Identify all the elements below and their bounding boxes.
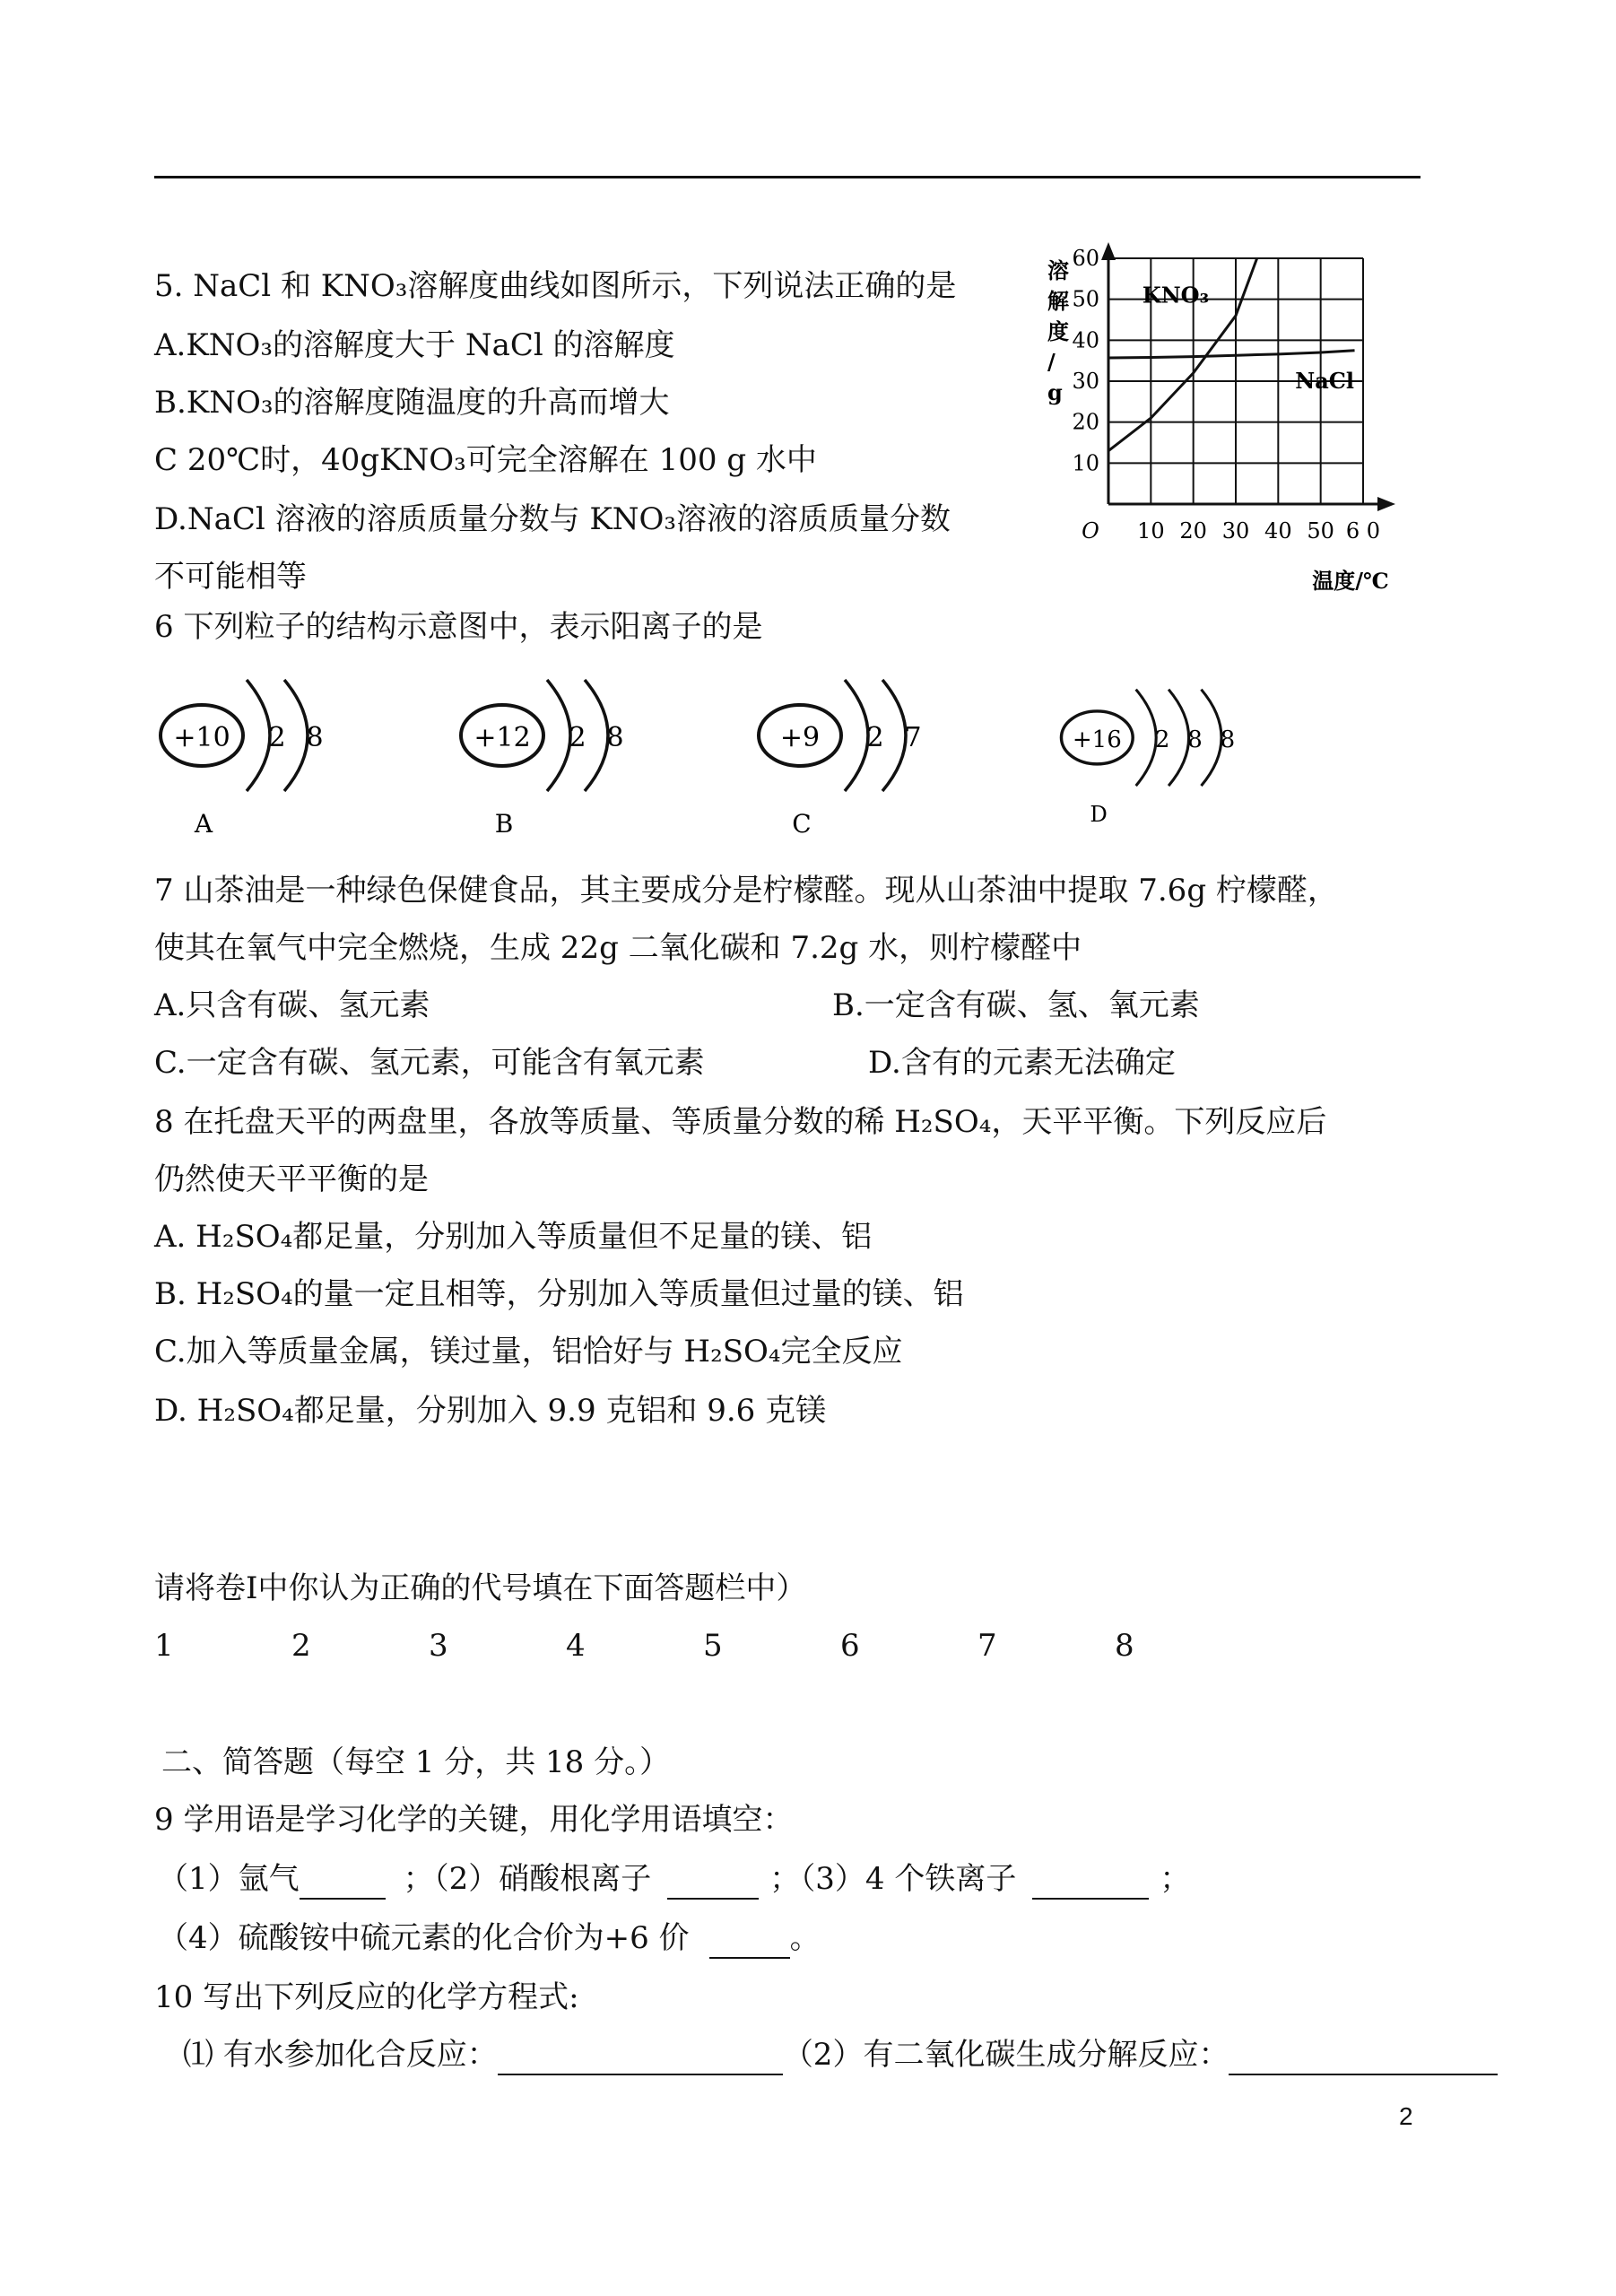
- shell-electron-count: 2: [569, 722, 586, 753]
- q8-stem: 8 在托盘天平的两盘里，各放等质量、等质量分数的稀 H₂SO₄，天平平衡。下列反应后: [154, 1104, 1327, 1140]
- electron-shell-arc: [1201, 690, 1221, 786]
- solubility-chart: [1031, 242, 1453, 610]
- kno3-series-label: KNO₃: [1142, 282, 1210, 309]
- y-tick-label: 10: [1072, 450, 1099, 476]
- shell-electron-count: 2: [866, 722, 884, 753]
- shell-electron-count: 8: [306, 722, 324, 753]
- atom-diagram-a: [157, 662, 390, 841]
- q8-option-a: A. H₂SO₄都足量，分别加入等质量但不足量的镁、铝: [154, 1219, 873, 1255]
- q5-option-d: D.NaCl 溶液的溶质质量分数与 KNO₃溶液的溶质质量分数: [154, 501, 951, 537]
- q9-blank-1[interactable]: [300, 1866, 386, 1900]
- q7-option-d: D.含有的元素无法确定: [868, 1045, 1176, 1081]
- q9-line-2: [158, 1918, 821, 1959]
- q7-option-c: C.一定含有碳、氢元素，可能含有氧元素: [154, 1045, 705, 1081]
- y-axis-label-char: 溶: [1047, 257, 1069, 283]
- q9-stem: 9 学用语是学习化学的关键，用化学用语填空：: [154, 1802, 794, 1838]
- q9-line-1: [158, 1858, 1190, 1900]
- option-label: C: [792, 809, 812, 839]
- chart-labels: [1047, 246, 1389, 594]
- q9-blank-3[interactable]: [1032, 1866, 1149, 1900]
- option-label: D: [1090, 801, 1108, 827]
- shell-electron-count: 8: [606, 722, 624, 753]
- electron-shell-arc: [547, 680, 570, 791]
- y-tick-label: 20: [1072, 409, 1099, 435]
- answer-number: 5: [703, 1628, 723, 1664]
- y-tick-label: 60: [1072, 246, 1099, 271]
- page-number: 2: [1399, 2102, 1413, 2130]
- answer-number: 1: [154, 1628, 174, 1664]
- y-tick-label: 40: [1072, 327, 1099, 353]
- q9-part-4-end: 。: [789, 1920, 821, 1956]
- x-axis-arrow: [1377, 497, 1395, 511]
- answer-number: 8: [1115, 1628, 1134, 1664]
- x-axis-label: 温度/℃: [1312, 568, 1389, 594]
- x-tick-label: 6 0: [1345, 518, 1381, 544]
- x-tick-label: 50: [1307, 518, 1334, 544]
- q8-option-b: B. H₂SO₄的量一定且相等，分别加入等质量但过量的镁、铝: [154, 1276, 964, 1312]
- q8-option-d: D. H₂SO₄都足量，分别加入 9.9 克铝和 9.6 克镁: [154, 1393, 827, 1429]
- atom-diagram-d: [1058, 662, 1291, 841]
- nucleus-charge: +12: [474, 722, 531, 753]
- y-axis-arrow: [1101, 242, 1116, 260]
- electron-shell-arc: [882, 680, 906, 791]
- q5-stem: 5. NaCl 和 KNO₃溶解度曲线如图所示，下列说法正确的是: [154, 268, 957, 304]
- shell-electron-count: 2: [1154, 726, 1170, 753]
- electron-shell-arc: [284, 680, 308, 791]
- x-tick-label: 40: [1264, 518, 1292, 544]
- answer-numbers-row: [154, 1625, 1252, 1666]
- nacl-series-label: NaCl: [1295, 368, 1354, 394]
- electron-shell-arc: [1169, 690, 1189, 786]
- atom-diagram-b: [457, 662, 691, 841]
- electron-shell-arc: [845, 680, 868, 791]
- x-tick-label: 30: [1221, 518, 1250, 544]
- electron-shell-arc: [1136, 690, 1157, 786]
- nacl-curve: [1108, 351, 1355, 358]
- q10-part-1: ⑴ 有水参加化合反应：: [183, 2037, 498, 2073]
- answer-number: 2: [291, 1628, 311, 1664]
- q7-option-b: B.一定含有碳、氢、氧元素: [832, 987, 1200, 1023]
- shell-electron-count: 2: [268, 722, 286, 753]
- q9-part-4: （4）硫酸铵中硫元素的化合价为+6 价: [158, 1920, 690, 1956]
- q9-part-1: （1）氩气: [158, 1861, 300, 1897]
- q8-option-c: C.加入等质量金属，镁过量，铝恰好与 H₂SO₄完全反应: [154, 1334, 903, 1370]
- section-2-title: 二、简答题（每空 1 分，共 18 分。）: [161, 1744, 671, 1780]
- q10-stem: 10 写出下列反应的化学方程式:: [154, 1979, 579, 2015]
- y-tick-label: 30: [1072, 369, 1099, 394]
- q10-part-2: （2）有二氧化碳生成分解反应：: [782, 2037, 1229, 2073]
- q8-stem-cont: 仍然使天平平衡的是: [154, 1161, 429, 1197]
- q5-option-c: C 20℃时，40gKNO₃可完全溶解在 100 g 水中: [154, 442, 817, 478]
- q7-stem: 7 山茶油是一种绿色保健食品，其主要成分是柠檬醛。现从山茶油中提取 7.6g 柠檬醛，: [154, 873, 1338, 909]
- y-tick-label: 50: [1072, 286, 1099, 312]
- q5-option-d-cont: 不可能相等: [154, 559, 307, 595]
- y-axis-label-char: 解: [1047, 288, 1069, 314]
- q10-line: [183, 2034, 1498, 2075]
- answer-number: 6: [840, 1628, 860, 1664]
- q9-blank-2[interactable]: [667, 1866, 759, 1900]
- electron-shell-arc: [247, 680, 270, 791]
- shell-electron-count: 7: [904, 722, 922, 753]
- answer-instruction: 请将卷Ⅰ中你认为正确的代号填在下面答题栏中）: [154, 1570, 807, 1606]
- q10-blank-1[interactable]: [498, 2041, 783, 2075]
- answer-number: 3: [429, 1628, 448, 1664]
- nucleus-charge: +10: [173, 722, 230, 753]
- atom-diagram-c: [755, 662, 988, 841]
- option-label: A: [194, 809, 213, 839]
- x-tick-label: 20: [1179, 518, 1207, 544]
- answer-number: 4: [566, 1628, 586, 1664]
- q7-option-a: A.只含有碳、氢元素: [154, 987, 430, 1023]
- x-tick-label: 10: [1137, 518, 1165, 544]
- q5-option-a: A.KNO₃的溶解度大于 NaCl 的溶解度: [154, 327, 675, 363]
- q7-stem-cont: 使其在氧气中完全燃烧，生成 22g 二氧化碳和 7.2g 水，则柠檬醛中: [154, 930, 1082, 966]
- y-axis-label-char: 度: [1047, 318, 1069, 344]
- nucleus-charge: +16: [1072, 726, 1122, 753]
- q9-blank-4[interactable]: [709, 1925, 790, 1959]
- q9-part-3-end: ；: [1160, 1861, 1191, 1897]
- q9-part-3: ；（3）4 个铁离子: [769, 1861, 1017, 1897]
- q6-stem: 6 下列粒子的结构示意图中，表示阳离子的是: [154, 609, 763, 645]
- option-label: B: [494, 809, 514, 839]
- q10-blank-2[interactable]: [1229, 2041, 1498, 2075]
- y-axis-label-char: /: [1047, 349, 1056, 375]
- y-axis-label-char: g: [1047, 379, 1063, 405]
- shell-electron-count: 8: [1220, 726, 1236, 753]
- nucleus-charge: +9: [779, 722, 821, 753]
- header-rule: [154, 176, 1421, 178]
- q9-part-2: ；（2）硝酸根离子: [403, 1861, 652, 1897]
- shell-electron-count: 8: [1187, 726, 1203, 753]
- answer-number: 7: [977, 1628, 997, 1664]
- q5-option-b: B.KNO₃的溶解度随温度的升高而增大: [154, 385, 670, 421]
- origin-label: O: [1082, 518, 1099, 544]
- electron-shell-arc: [585, 680, 608, 791]
